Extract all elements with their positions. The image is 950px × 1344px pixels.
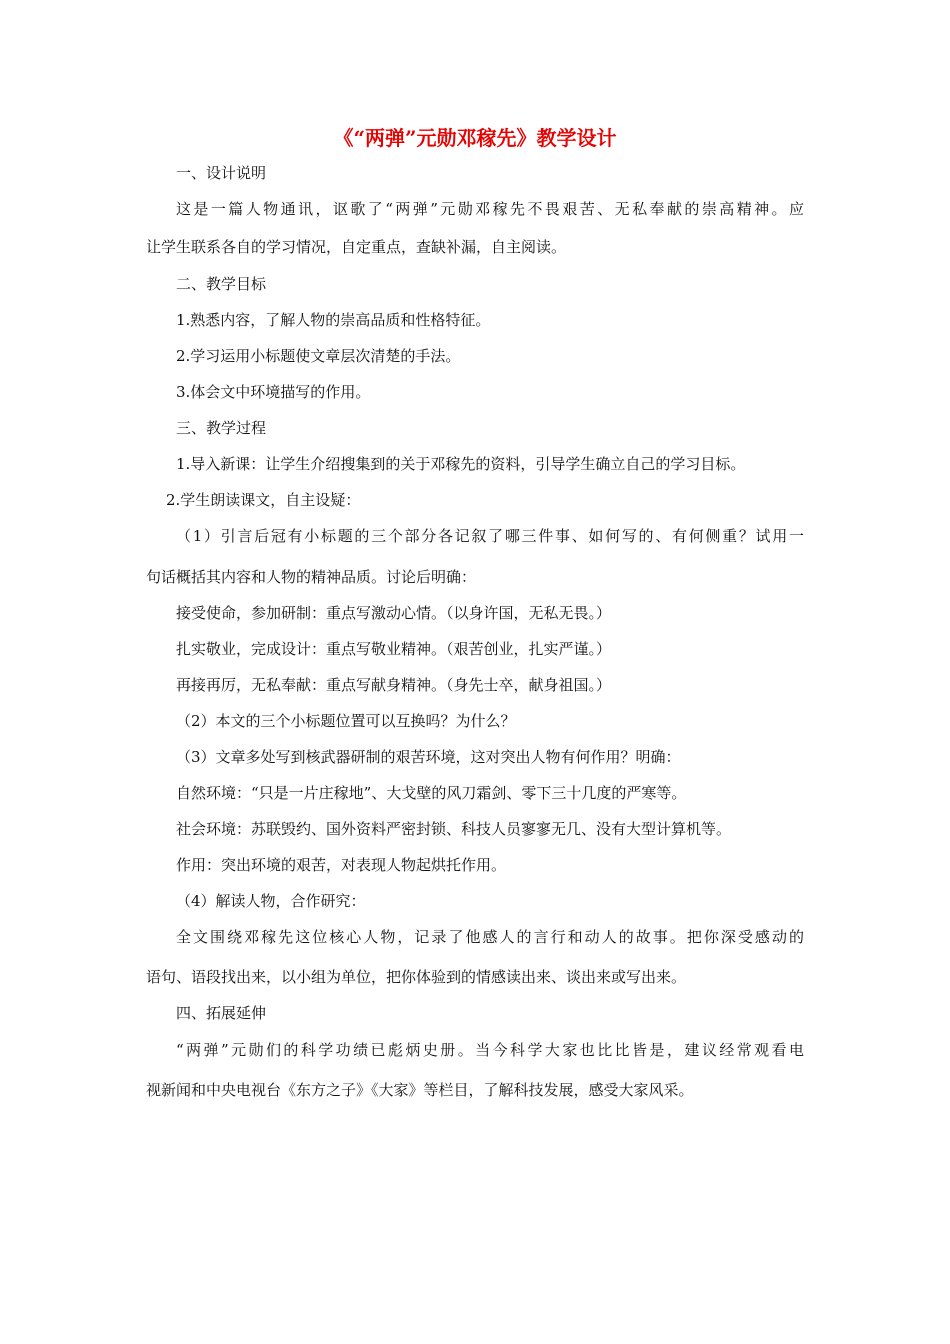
- goal-item: 1.熟悉内容，了解人物的崇高品质和性格特征。: [176, 311, 491, 329]
- process-step: 2.学生朗读课文，自主设疑：: [166, 491, 361, 509]
- paragraph-line: 全文围绕邓稼先这位核心人物，记录了他感人的言行和动人的故事。把你深受感动的: [176, 928, 804, 946]
- question-item: （4）解读人物，合作研究：: [176, 892, 366, 910]
- summary-item: 接受使命，参加研制：重点写激动心情。（以身许国，无私无畏。）: [176, 604, 612, 622]
- section-heading-extension: 四、拓展延伸: [176, 1004, 267, 1022]
- summary-item: 扎实敬业，完成设计：重点写敬业精神。（艰苦创业，扎实严谨。）: [176, 640, 612, 658]
- paragraph-line: （1）引言后冠有小标题的三个部分各记叙了哪三件事、如何写的、有何侧重？试用一: [176, 527, 804, 545]
- section-heading-teaching-process: 三、教学过程: [176, 419, 267, 437]
- environment-item: 社会环境：苏联毁约、国外资料严密封锁、科技人员寥寥无几、没有大型计算机等。: [176, 820, 732, 838]
- paragraph-line: “两弹”元勋们的科学功绩已彪炳史册。当今科学大家也比比皆是，建议经常观看电: [176, 1041, 804, 1059]
- document-title: 《“两弹”元勋邓稼先》教学设计: [333, 126, 617, 150]
- paragraph-line: 视新闻和中央电视台《东方之子》《大家》等栏目，了解科技发展，感受大家风采。: [146, 1081, 694, 1099]
- process-step: 1.导入新课：让学生介绍搜集到的关于邓稼先的资料，引导学生确立自己的学习目标。: [176, 455, 746, 473]
- section-heading-teaching-goals: 二、教学目标: [176, 275, 267, 293]
- environment-item: 作用：突出环境的艰苦，对表现人物起烘托作用。: [176, 856, 507, 874]
- environment-item: 自然环境：“只是一片庄稼地”、大戈壁的风刀霜剑、零下三十几度的严寒等。: [176, 784, 687, 802]
- question-item: （2）本文的三个小标题位置可以互换吗？为什么？: [176, 712, 516, 730]
- paragraph-line: 让学生联系各自的学习情况，自定重点，查缺补漏，自主阅读。: [146, 238, 567, 256]
- goal-item: 2.学习运用小标题使文章层次清楚的手法。: [176, 347, 461, 365]
- paragraph-line: 句话概括其内容和人物的精神品质。讨论后明确：: [146, 568, 477, 586]
- question-item: （3）文章多处写到核武器研制的艰苦环境，这对突出人物有何作用？明确：: [176, 748, 681, 766]
- summary-item: 再接再厉，无私奉献：重点写献身精神。（身先士卒，献身祖国。）: [176, 676, 612, 694]
- section-heading-design-notes: 一、设计说明: [176, 164, 267, 182]
- paragraph-line: 这是一篇人物通讯，讴歌了“两弹”元勋邓稼先不畏艰苦、无私奉献的崇高精神。应: [176, 200, 804, 218]
- paragraph-line: 语句、语段找出来，以小组为单位，把你体验到的情感读出来、谈出来或写出来。: [146, 968, 687, 986]
- goal-item: 3.体会文中环境描写的作用。: [176, 383, 371, 401]
